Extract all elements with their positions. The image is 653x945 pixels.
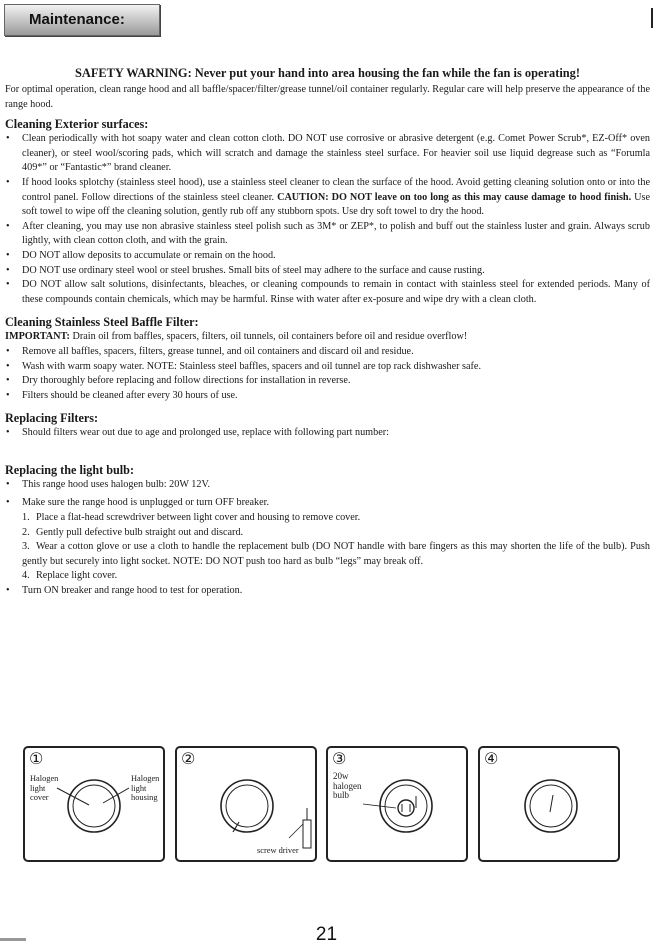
safety-warning: SAFETY WARNING: Never put your hand into area housing the fan while the fan is operating! [75, 66, 580, 80]
list-item: • After cleaning, you may use non abrasive stainless steel polish such as 3M* or ZEP*, to polish and buff out the stainless luster and grain. Always scrub lightly, with clean cotton cloth, and with the grain. [6, 220, 650, 247]
list-item: • Clean periodically with hot soapy water and clean cotton cloth. DO NOT use corrosive or abrasive detergent (e.g. Comet Power Scrub*, EZ-Off* oven cleaner), or steel wool/scoring pads, which will scratch and damage the stainless steel surface. For heavier soil use liquid degrease such as “Forumla 409*” or “Fantastic*” brand cleaner. [6, 133, 650, 174]
filters-heading: Replacing Filters: [5, 411, 99, 426]
figure-3 [326, 746, 468, 862]
page-number: 21 [315, 924, 338, 945]
list-item: • This range hood uses halogen bulb: 20W 12V. [6, 478, 211, 490]
important-note: IMPORTANT: Drain oil from baffles, spacers, filters, oil tunnels, oil containers before oil and residue overflow! [5, 331, 468, 343]
halogen-bulb-illustration [328, 748, 466, 860]
bulb-heading: Replacing the light bulb: [5, 462, 135, 477]
bulb-list [5, 478, 650, 511]
list-item: • Dry thoroughly before replacing and follow directions for installation in reverse. [6, 375, 351, 387]
figure-number: ③ [332, 749, 347, 768]
baffle-list [5, 345, 650, 403]
list-item: • DO NOT allow salt solutions, disinfectants, bleaches, or cleaning compounds to remain in contact with stainless steel for extended periods. Many of these compounds contain chemicals, which may be harmful. Rinse with water after ex-posure and wipe dry with a clean cloth. [6, 279, 650, 305]
bulb-steps [5, 511, 650, 584]
list-item: • Wash with warm soapy water. NOTE: Stainless steel baffles, spacers and oil tunnel are top rack dishwasher safe. [6, 360, 481, 372]
figure-number: ① [29, 749, 44, 768]
bulb-label: 20w halogen bulb [333, 771, 362, 801]
step-item: 1. Place a flat-head screwdriver between light cover and housing to remove cover. [22, 512, 361, 524]
figure-4 [478, 746, 620, 862]
figure-number: ② [181, 749, 196, 768]
footer-mark [0, 938, 26, 941]
list-item: • Filters should be cleaned after every 30 hours of use. [6, 389, 238, 401]
document-body [5, 66, 650, 599]
list-item: • Should filters wear out due to age and prolonged use, replace with following part number: [6, 427, 389, 439]
screwdriver-illustration [177, 748, 315, 860]
figure-1 [23, 746, 165, 862]
screwdriver-label: screw driver [257, 846, 299, 855]
light-housing-label: Halogen light housing [131, 774, 160, 803]
exterior-list [5, 132, 650, 307]
step-item: 2. Gently pull defective bulb straight out and discard. [22, 526, 244, 538]
list-item: • Turn ON breaker and range hood to test for operation. [6, 585, 243, 597]
step-item: 4. Replace light cover. [22, 570, 118, 582]
filters-list [5, 426, 650, 441]
figure-2 [175, 746, 317, 862]
list-item: • Remove all baffles, spacers, filters, grease tunnel, and oil containers and discard oil and residue. [6, 345, 414, 357]
intro-paragraph: For optimal operation, clean range hood and all baffle/spacer/filter/grease tunnel/oil container regularly. Regular care will help preserve the appearance of the range hood. [5, 84, 650, 110]
reinstalled-cover-illustration [480, 748, 618, 860]
list-item: • If hood looks splotchy (stainless steel hood), use a stainless steel cleaner to clean the surface of the hood. Avoid getting cleaning solution onto or into the control panel. Follow directions of the stainless steel cleaner. CAUTION: DO NOT leave on too long as this may cause damage to hood finish. Use soft towel to wipe off the cleaning solution, gently rub off any stubborn spots. Use dry soft towel to dry the hood. [6, 176, 651, 218]
maintenance-banner [4, 4, 160, 36]
list-item: • DO NOT use ordinary steel wool or steel brushes. Small bits of steel may adhere to the surface and cause rusting. [6, 264, 485, 276]
exterior-heading: Cleaning Exterior surfaces: [5, 117, 149, 132]
baffle-heading: Cleaning Stainless Steel Baffle Filter: [5, 315, 199, 330]
section-title: Maintenance: [29, 11, 125, 28]
light-cover-label: Halogen light cover [30, 774, 59, 803]
light-cover-illustration [25, 748, 163, 860]
list-item: • DO NOT allow deposits to accumulate or remain on the hood. [6, 249, 276, 261]
step-item: 3. Wear a cotton glove or use a cloth to handle the replacement bulb (DO NOT handle with bare fingers as this may shorten the life of the bulb). Push gently but securely into light socket. NOTE: DO NOT push too hard as bulb “legs” may break off. [22, 541, 650, 567]
list-item: • Make sure the range hood is unplugged or turn OFF breaker. [6, 497, 269, 509]
illustration-strip [23, 746, 650, 864]
figure-number: ④ [484, 749, 499, 768]
